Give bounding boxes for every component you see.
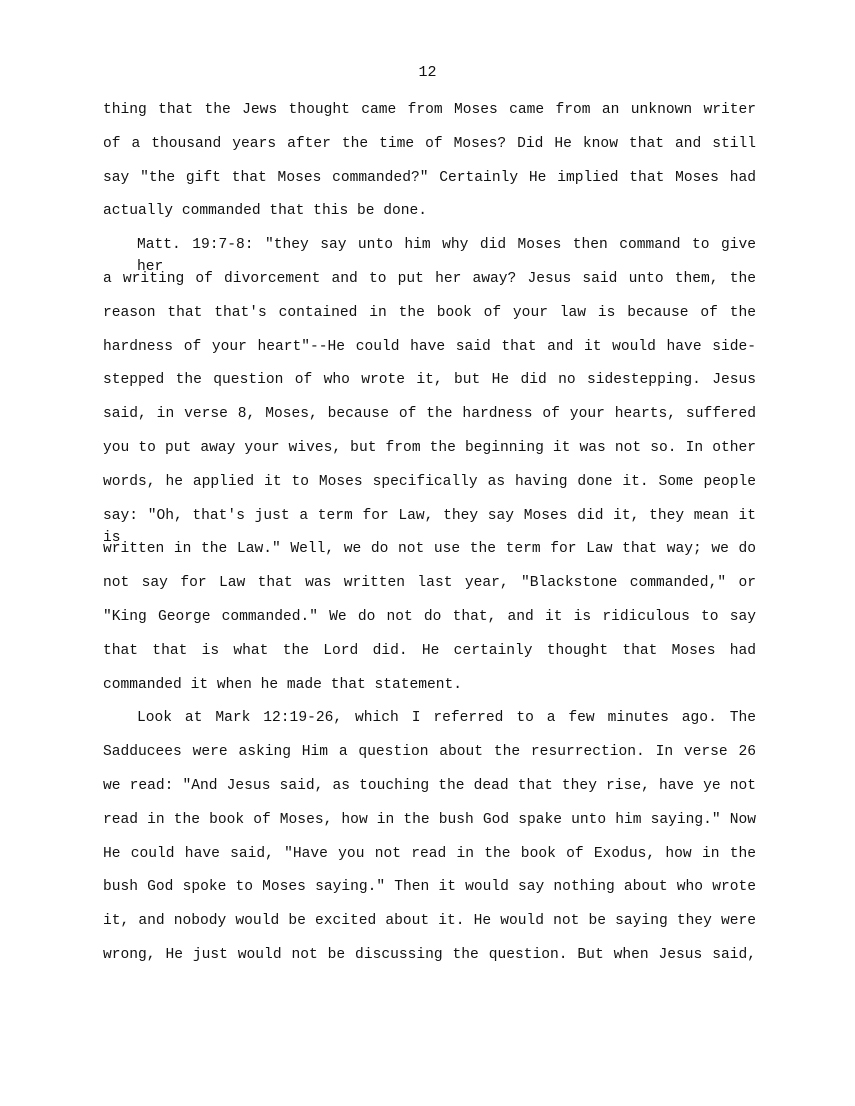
text-line: actually commanded that this be done. <box>103 203 428 220</box>
text-line: that that is what the Lord did. He certainly thought that Moses had <box>103 642 756 659</box>
text-line: not say for Law that was written last year, "Blackstone commanded," or <box>103 575 756 592</box>
text-line: it, and nobody would be excited about it. He would not be saying they were <box>103 913 756 930</box>
page-number: 12 <box>418 64 437 81</box>
document-body <box>103 99 756 978</box>
text-line: bush God spoke to Moses saying." Then it would say nothing about who wrote <box>103 879 756 896</box>
text-line: written in the Law." Well, we do not use the term for Law that way; we do <box>103 541 756 558</box>
text-line: "King George commanded." We do not do that, and it is ridiculous to say <box>103 608 756 625</box>
text-line: stepped the question of who wrote it, but He did no sidestepping. Jesus <box>103 372 756 389</box>
text-line: thing that the Jews thought came from Moses came from an unknown writer <box>103 102 756 118</box>
text-line: read in the book of Moses, how in the bush God spake unto him saying." Now <box>103 811 756 828</box>
text-line: we read: "And Jesus said, as touching the dead that they rise, have ye not <box>103 777 756 794</box>
text-line: commanded it when he made that statement. <box>103 676 463 693</box>
text-line: Sadducees were asking Him a question about the resurrection. In verse 26 <box>103 744 756 761</box>
text-line: a writing of divorcement and to put her away? Jesus said unto them, the <box>103 270 756 287</box>
text-line: words, he applied it to Moses specifically as having done it. Some people <box>103 473 756 490</box>
text-line: Matt. 19:7-8: "they say unto him why did Moses then command to give her <box>137 237 756 276</box>
text-line: say: "Oh, that's just a term for Law, they say Moses did it, they mean it is <box>103 507 756 546</box>
text-line: of a thousand years after the time of Moses? Did He know that and still <box>103 135 756 152</box>
text-line: you to put away your wives, but from the beginning it was not so. In other <box>103 439 756 456</box>
text-line: hardness of your heart"--He could have said that and it would have side- <box>103 338 756 355</box>
text-line: wrong, He just would not be discussing the question. But when Jesus said, <box>103 946 756 963</box>
text-line: reason that that's contained in the book of your law is because of the <box>103 304 756 321</box>
text-line: said, in verse 8, Moses, because of the hardness of your hearts, suffered <box>103 406 756 423</box>
text-line: Look at Mark 12:19-26, which I referred to a few minutes ago. The <box>137 710 756 727</box>
text-line: He could have said, "Have you not read in the book of Exodus, how in the <box>103 845 756 862</box>
text-line: say "the gift that Moses commanded?" Certainly He implied that Moses had <box>103 169 756 186</box>
